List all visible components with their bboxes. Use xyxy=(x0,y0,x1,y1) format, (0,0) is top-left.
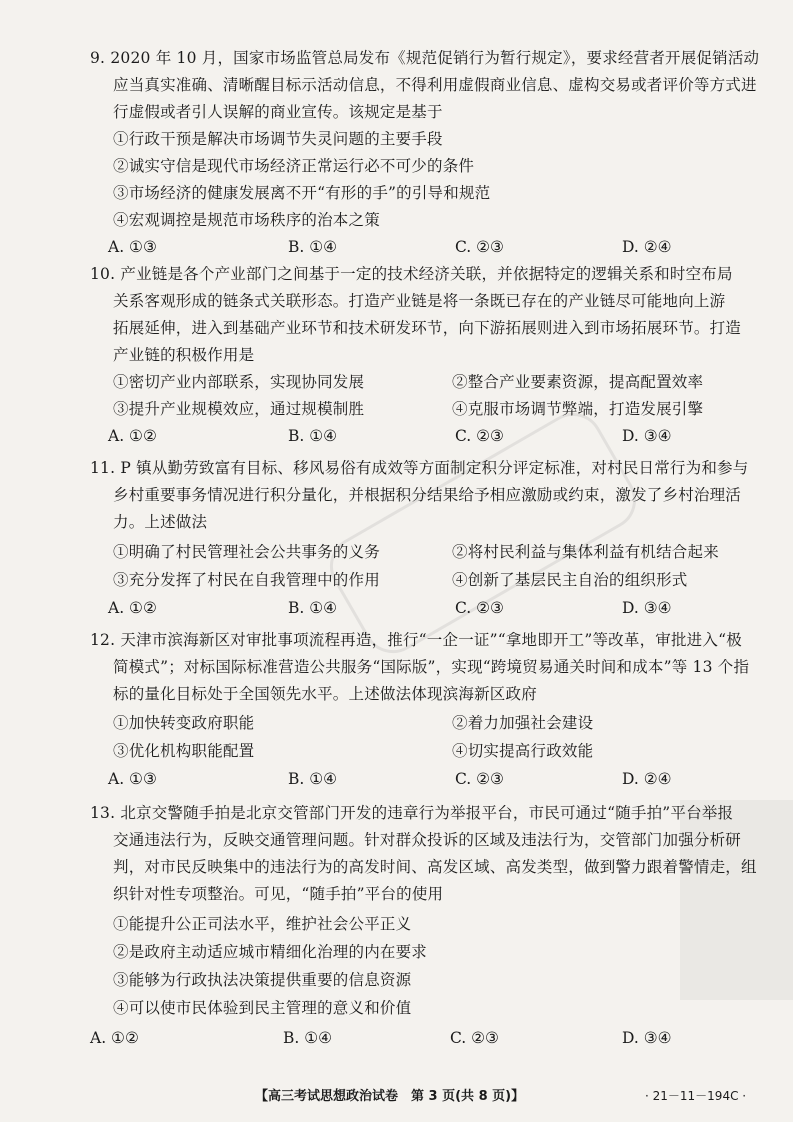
question-text-line: 11. P 镇从勤劳致富有目标、移风易俗有成效等方面制定积分评定标准，对村民日常行为和参与 xyxy=(90,459,749,477)
option-a: A. ①② xyxy=(108,599,157,617)
question-text-line: 行虚假或者引人误解的商业宣传。该规定是基于 xyxy=(113,103,443,121)
option-b: B. ①④ xyxy=(288,599,338,617)
option-a: A. ①② xyxy=(108,427,157,445)
statement-4: ④可以使市民体验到民主管理的意义和价值 xyxy=(113,999,412,1017)
option-a: A. ①③ xyxy=(108,238,157,256)
option-b: B. ①④ xyxy=(288,238,338,256)
statement-1: ①加快转变政府职能 xyxy=(113,714,255,732)
question-text-line: 9. 2020 年 10 月，国家市场监管总局发布《规范促销行为暂行规定》，要求经营者开展促销活动 xyxy=(90,49,760,67)
statement-4: ④宏观调控是规范市场秩序的治本之策 xyxy=(113,211,380,229)
page-footer: 【高三考试思想政治试卷 第 3 页(共 8 页)】 xyxy=(255,1089,525,1104)
question-text-line: 力。上述做法 xyxy=(113,513,208,531)
statement-2: ②是政府主动适应城市精细化治理的内在要求 xyxy=(113,943,428,961)
option-c: C. ②③ xyxy=(455,238,504,256)
statement-2: ②着力加强社会建设 xyxy=(452,714,594,732)
statement-1: ①能提升公正司法水平，维护社会公平正义 xyxy=(113,915,412,933)
statement-1: ①明确了村民管理社会公共事务的义务 xyxy=(113,543,380,561)
question-text-line: 判，对市民反映集中的违法行为的高发时间、高发区域、高发类型，做到警力跟着警情走，组 xyxy=(113,858,757,876)
statement-3: ③市场经济的健康发展离不开“有形的手”的引导和规范 xyxy=(113,184,491,202)
question-text-line: 简模式”；对标国际标准营造公共服务“国际版”，实现“跨境贸易通关时间和成本”等 13 个指 xyxy=(113,658,750,676)
option-d: D. ③④ xyxy=(622,1029,672,1047)
statement-3: ③充分发挥了村民在自我管理中的作用 xyxy=(113,571,380,589)
statement-1: ①行政干预是解决市场调节失灵问题的主要手段 xyxy=(113,130,443,148)
question-text-line: 乡村重要事务情况进行积分量化，并根据积分结果给予相应激励或约束，激发了乡村治理活 xyxy=(113,486,742,504)
option-d: D. ②④ xyxy=(622,770,672,788)
question-text-line: 10. 产业链是各个产业部门之间基于一定的技术经济关联，并依据特定的逻辑关系和时空布局 xyxy=(90,265,733,283)
paper-code: · 21－11－194C · xyxy=(645,1089,747,1103)
statement-2: ②诚实守信是现代市场经济正常运行必不可少的条件 xyxy=(113,157,475,175)
option-b: B. ①④ xyxy=(288,770,338,788)
question-text-line: 标的量化目标处于全国领先水平。上述做法体现滨海新区政府 xyxy=(113,685,537,703)
option-c: C. ②③ xyxy=(455,599,504,617)
option-d: D. ③④ xyxy=(622,427,672,445)
option-b: B. ①④ xyxy=(283,1029,333,1047)
statement-2: ②整合产业要素资源，提高配置效率 xyxy=(452,373,704,391)
option-b: B. ①④ xyxy=(288,427,338,445)
option-d: D. ②④ xyxy=(622,238,672,256)
question-text-line: 交通违法行为，反映交通管理问题。针对群众投诉的区域及违法行为，交管部门加强分析研 xyxy=(113,831,742,849)
option-c: C. ②③ xyxy=(455,427,504,445)
question-text-line: 应当真实准确、清晰醒目标示活动信息，不得利用虚假商业信息、虚构交易或者评价等方式进 xyxy=(113,76,757,94)
question-text-line: 12. 天津市滨海新区对审批事项流程再造，推行“一企一证”“拿地即开工”等改革，审批进入“极 xyxy=(90,631,742,649)
statement-4: ④克服市场调节弊端，打造发展引擎 xyxy=(452,400,704,418)
option-c: C. ②③ xyxy=(455,770,504,788)
option-a: A. ①② xyxy=(90,1029,139,1047)
option-a: A. ①③ xyxy=(108,770,157,788)
option-c: C. ②③ xyxy=(450,1029,499,1047)
question-text-line: 织针对性专项整治。可见，“随手拍”平台的使用 xyxy=(113,885,444,903)
question-text-line: 产业链的积极作用是 xyxy=(113,346,255,364)
question-text-line: 关系客观形成的链条式关联形态。打造产业链是将一条既已存在的产业链尽可能地向上游 xyxy=(113,292,726,310)
statement-4: ④创新了基层民主自治的组织形式 xyxy=(452,571,688,589)
statement-1: ①密切产业内部联系，实现协同发展 xyxy=(113,373,365,391)
statement-3: ③优化机构职能配置 xyxy=(113,742,255,760)
option-d: D. ③④ xyxy=(622,599,672,617)
statement-3: ③提升产业规模效应，通过规模制胜 xyxy=(113,400,365,418)
question-text-line: 13. 北京交警随手拍是北京交管部门开发的违章行为举报平台，市民可通过“随手拍”平台举报 xyxy=(90,804,734,822)
statement-2: ②将村民利益与集体利益有机结合起来 xyxy=(452,543,719,561)
statement-4: ④切实提高行政效能 xyxy=(452,742,594,760)
question-text-line: 拓展延伸，进入到基础产业环节和技术研发环节，向下游拓展则进入到市场拓展环节。打造 xyxy=(113,319,742,337)
statement-3: ③能够为行政执法决策提供重要的信息资源 xyxy=(113,971,412,989)
